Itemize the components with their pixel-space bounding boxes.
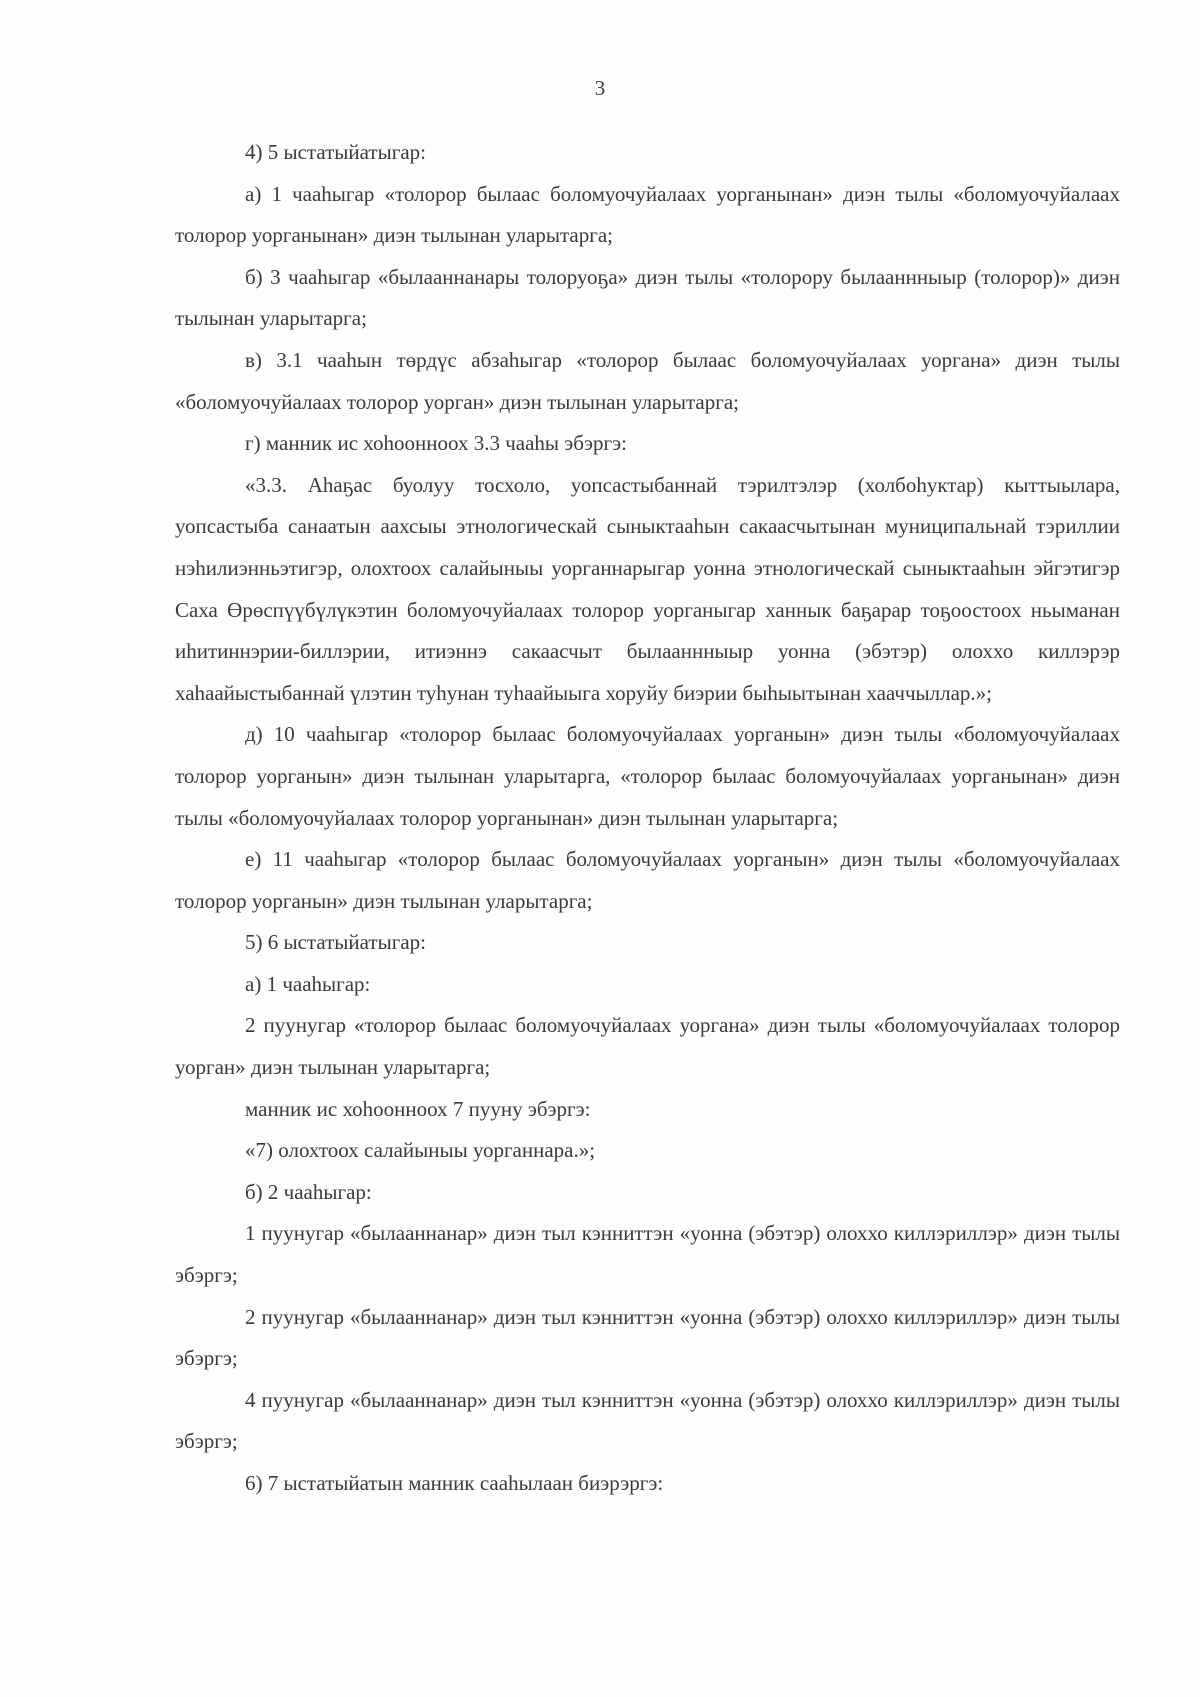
paragraph: «3.3. Аһаҕас буолуу тосхоло, уопсастыбаннай тэрилтэлэр (холбоһуктар) кыттыылара, уопсастыба санаатын аахсыы этнологическай сыныктааһын сакаасчытынан муниципальнай тэриллии нэһилиэнньэтигэр, олохтоох салайыныы уорганнарыгар уонна этнологическай сыныктааһын эйгэтигэр Саха Өрөспүүбүлүкэтин боломуочуйалаах толорор уорганыгар ханнык баҕарар тоҕоостоох ньыманан иһитиннэрии-биллэрии, итиэннэ сакаасчыт былааннныыр уонна (эбэтэр) олоххо киллэрэр хаһаайыстыбаннай үлэтин туһунан туһаайыыга хоруйу биэрии быһыытынан хааччыллар.»; <box>175 472 1120 705</box>
page-number: 3 <box>594 76 606 100</box>
paragraph: манник ис хоһоонноох 7 пууну эбэргэ: <box>245 1096 591 1121</box>
paragraph: 2 пуунугар «былааннанар» диэн тыл кэнниттэн «уонна (эбэтэр) олоххо киллэриллэр» диэн тылы эбэргэ; <box>175 1304 1120 1371</box>
paragraph: в) 3.1 чааһын төрдүс абзаһыгар «толорор былаас боломуочуйалаах уоргана» диэн тылы «боломуочуйалаах толорор уорган» диэн тылынан уларытарга; <box>175 347 1120 414</box>
paragraph: е) 11 чааһыгар «толорор былаас боломуочуйалаах уорганын» диэн тылы «боломуочуйалаах толорор уорганын» диэн тылынан уларытарга; <box>175 847 1120 913</box>
paragraph: 2 пуунугар «толорор былаас боломуочуйалаах уоргана» диэн тылы «боломуочуйалаах толорор уорган» диэн тылынан уларытарга; <box>175 1013 1120 1080</box>
paragraph: «7) олохтоох салайыныы уорганнара.»; <box>245 1138 596 1163</box>
paragraph: 5) 6 ыстатыйатыгар: <box>245 930 426 955</box>
paragraph: г) манник ис хоһоонноох 3.3 чааһы эбэргэ: <box>245 431 627 456</box>
paragraph: а) 1 чааһыгар «толорор былаас боломуочуйалаах уорганынан» диэн тылы «боломуочуйалаах толорор уорганынан» диэн тылынан уларытарга; <box>175 181 1120 248</box>
paragraph: д) 10 чааһыгар «толорор былаас боломуочуйалаах уорганын» диэн тылы «боломуочуйалаах толорор уорганын» диэн тылынан уларытарга, «толорор былаас боломуочуйалаах уорганынан» диэн тылы «боломуочуйалаах толорор уорганынан» диэн тылынан уларытарга; <box>175 722 1120 830</box>
paragraph: а) 1 чааһыгар: <box>245 971 371 996</box>
paragraph: 6) 7 ыстатыйатын манник сааһылаан биэрэргэ: <box>245 1471 664 1495</box>
paragraph: 4) 5 ыстатыйатыгар: <box>245 140 426 164</box>
document-body <box>175 132 1120 1505</box>
paragraph: 1 пуунугар «былааннанар» диэн тыл кэнниттэн «уонна (эбэтэр) олоххо киллэриллэр» диэн тылы эбэргэ; <box>175 1221 1120 1288</box>
paragraph: 4 пуунугар «былааннанар» диэн тыл кэнниттэн «уонна (эбэтэр) олоххо киллэриллэр» диэн тылы эбэргэ; <box>175 1387 1120 1454</box>
paragraph: б) 2 чааһыгар: <box>245 1179 372 1204</box>
paragraph: б) 3 чааһыгар «былааннанары толоруоҕа» диэн тылы «толорору былааннныыр (толорор)» диэн тылынан уларытарга; <box>175 264 1120 331</box>
